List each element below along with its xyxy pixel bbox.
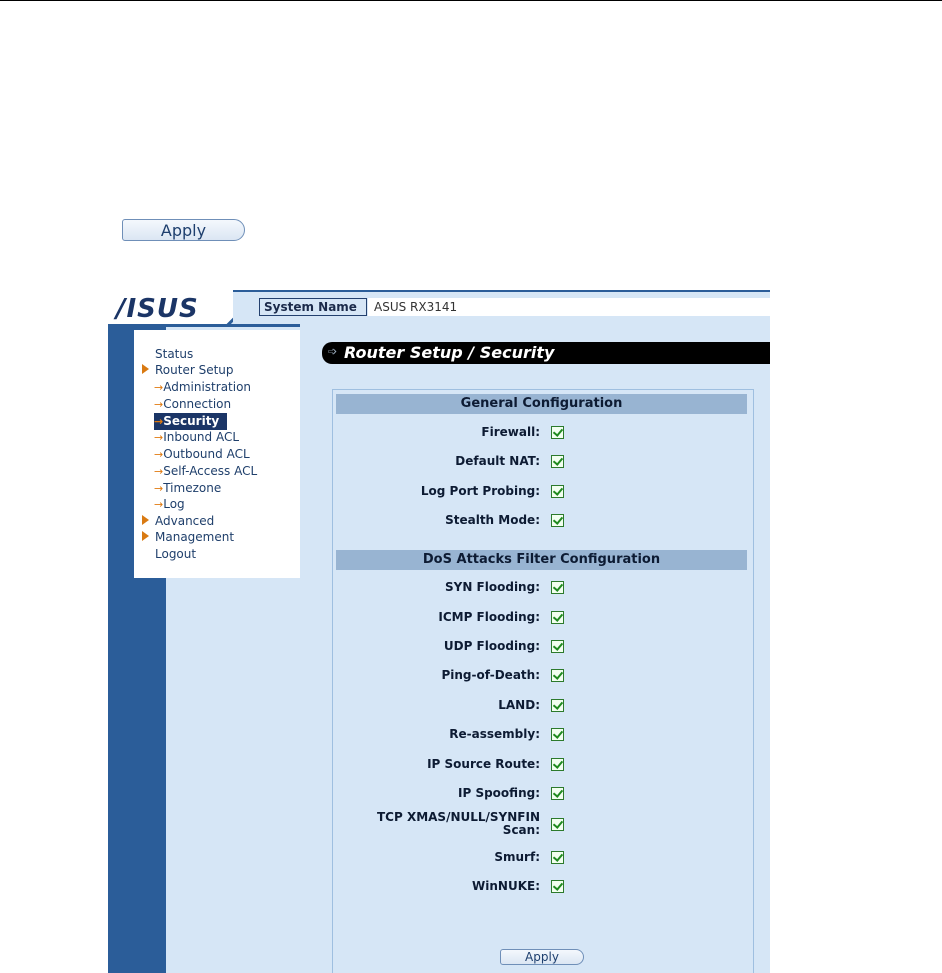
ping-of-death-checkbox[interactable] [551,669,564,682]
menu-item-log[interactable]: →Log [154,497,185,511]
menu-item-status[interactable]: Status [155,347,194,361]
top-divider-line [0,0,942,1]
winnuke-checkbox[interactable] [551,880,564,893]
title-arrow-icon: ➩ [328,345,338,358]
land-label: LAND: [498,698,540,712]
settings-panel [332,389,754,973]
asus-logo: /ISUS [116,294,199,324]
menu-bullet-icon [142,515,149,525]
arrow-icon: → [154,415,164,428]
icmp-flooding-checkbox[interactable] [551,611,564,624]
tcp-xmas-label-scan: Scan: [502,823,540,837]
menu-item-management[interactable]: Management [155,530,235,544]
arrow-icon: → [154,431,164,444]
tcp-xmas-label: TCP XMAS/NULL/SYNFIN [376,810,540,824]
page-title-bar [322,342,770,364]
stealth-mode-checkbox[interactable] [551,514,564,527]
menu-item-logout[interactable]: Logout [155,547,197,561]
router-admin-frame [108,290,770,973]
page-title: Router Setup / Security [344,343,555,362]
menu-item-security[interactable]: →Security [154,413,227,430]
arrow-icon: → [154,398,164,411]
nav-menu [134,330,300,578]
menu-item-advanced[interactable]: Advanced [155,514,215,528]
smurf-checkbox[interactable] [551,851,564,864]
menu-item-administration[interactable]: →Administration [154,380,252,394]
winnuke-label: WinNUKE: [472,879,540,893]
menu-item-self-access-acl[interactable]: →Self-Access ACL [154,464,258,478]
firewall-checkbox[interactable] [551,426,564,439]
system-name-label: System Name [259,298,367,316]
syn-flooding-label: SYN Flooding: [445,580,540,594]
arrow-icon: → [154,482,164,495]
arrow-icon: → [154,448,164,461]
logo-area [108,290,233,324]
udp-flooding-checkbox[interactable] [551,640,564,653]
arrow-icon: → [154,498,164,511]
smurf-label: Smurf: [494,850,540,864]
udp-flooding-label: UDP Flooding: [443,639,540,653]
arrow-icon: → [154,465,164,478]
arrow-icon: → [154,381,164,394]
default-nat-label: Default NAT: [455,454,540,468]
ping-of-death-label: Ping-of-Death: [441,668,540,682]
menu-item-router-setup[interactable]: Router Setup [155,363,234,377]
icmp-flooding-label: ICMP Flooding: [438,610,540,624]
menu-bullet-icon [142,531,149,541]
syn-flooding-checkbox[interactable] [551,581,564,594]
log-port-probing-label: Log Port Probing: [420,484,540,498]
menu-bullet-icon [142,364,149,374]
apply-button-bottom[interactable]: Apply [500,949,584,965]
ip-spoofing-checkbox[interactable] [551,787,564,800]
menu-item-outbound-acl[interactable]: →Outbound ACL [154,447,250,461]
ip-spoofing-label: IP Spoofing: [458,786,540,800]
stealth-mode-label: Stealth Mode: [445,513,540,527]
menu-item-inbound-acl[interactable]: →Inbound ACL [154,430,240,444]
tcp-xmas-checkbox[interactable] [551,818,564,831]
re-assembly-checkbox[interactable] [551,728,564,741]
menu-item-connection[interactable]: →Connection [154,397,232,411]
general-config-heading: General Configuration [336,394,747,414]
log-port-probing-checkbox[interactable] [551,485,564,498]
system-name-value: ASUS RX3141 [368,298,770,316]
default-nat-checkbox[interactable] [551,455,564,468]
land-checkbox[interactable] [551,699,564,712]
apply-button-top[interactable]: Apply [122,219,245,241]
re-assembly-label: Re-assembly: [449,727,540,741]
logo-stripe [134,324,300,327]
ip-source-route-checkbox[interactable] [551,758,564,771]
ip-source-route-label: IP Source Route: [427,757,540,771]
menu-item-timezone[interactable]: →Timezone [154,481,222,495]
dos-config-heading: DoS Attacks Filter Configuration [336,550,747,570]
firewall-label: Firewall: [481,425,540,439]
